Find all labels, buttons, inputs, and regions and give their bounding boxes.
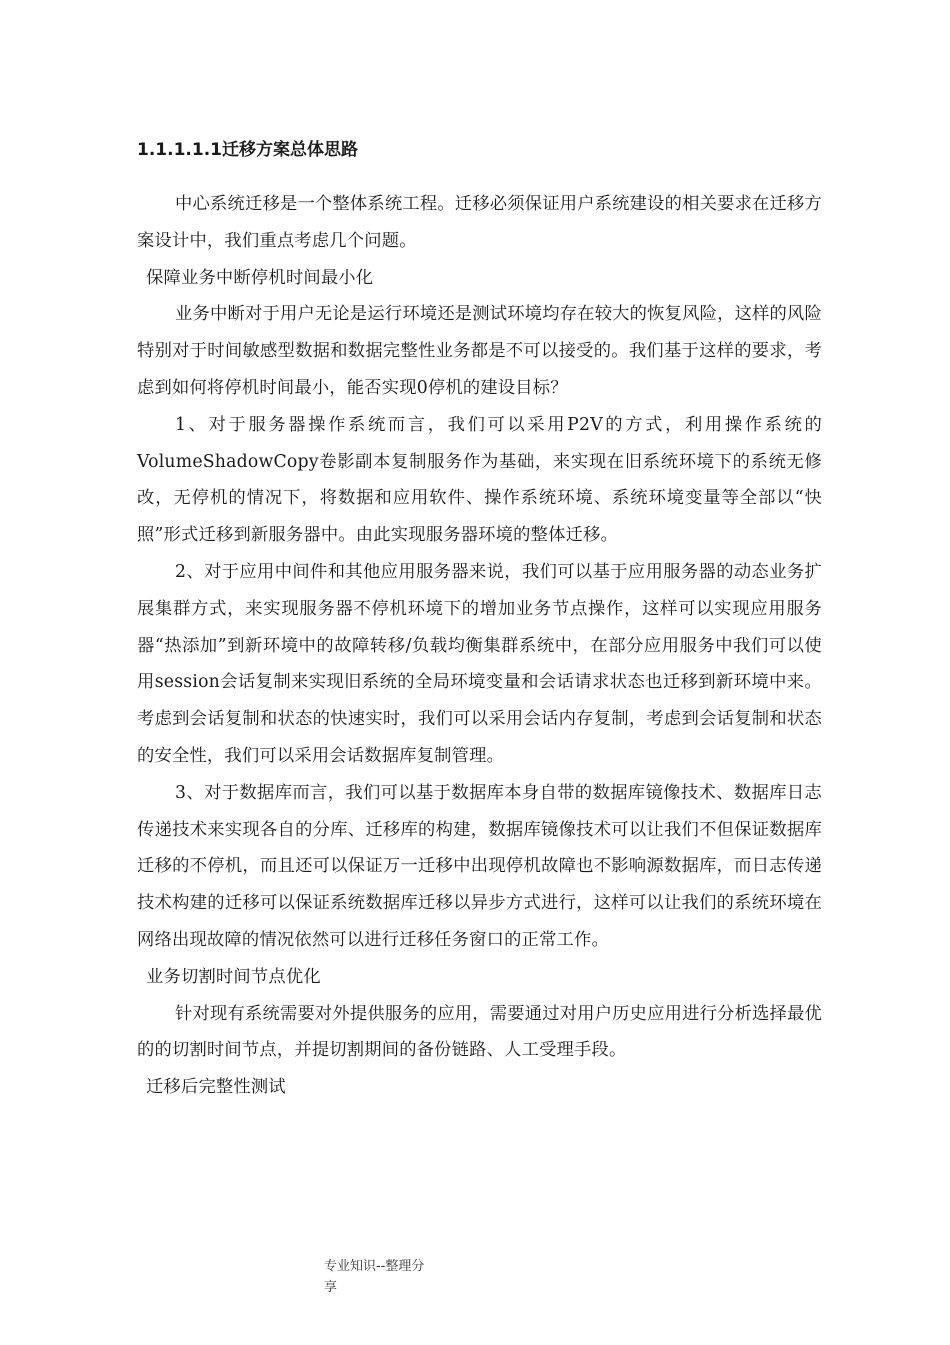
paragraph-downtime-risk: 业务中断对于用户无论是运行环境还是测试环境均存在较大的恢复风险，这样的风险特别对于时间敏感型数据和数据完整性业务都是不可以接受的。我们基于这样的要求，考虑到如何将停机时间最小，能否实现0停机的建设目标？ bbox=[137, 304, 822, 398]
footer-line-1: 专业知识--整理分 bbox=[324, 1259, 425, 1274]
footer-line-2: 享 bbox=[324, 1280, 338, 1295]
intro-paragraph: 中心系统迁移是一个整体系统工程。迁移必须保证用户系统建设的相关要求在迁移方案设计中，我们重点考虑几个问题。 bbox=[137, 194, 822, 251]
heading-title: 迁移方案总体思路 bbox=[221, 140, 358, 160]
heading-number: 1.1.1.1.1 bbox=[137, 140, 222, 160]
section-heading bbox=[137, 132, 822, 168]
document-page bbox=[137, 132, 822, 1106]
paragraph-server-os: 1、对于服务器操作系统而言，我们可以采用P2V的方式，利用操作系统的VolumeShadowCopy卷影副本复制服务作为基础，来实现在旧系统环境下的系统无修改，无停机的情况下，将数据和应用软件、操作系统环境、系统环境变量等全部以“快照”形式迁移到新服务器中。由此实现服务器环境的整体迁移。 bbox=[137, 414, 822, 546]
paragraph-middleware: 2、对于应用中间件和其他应用服务器来说，我们可以基于应用服务器的动态业务扩展集群方式，来实现服务器不停机环境下的增加业务节点操作，这样可以实现应用服务器“热添加”到新环境中的故障转移/负载均衡集群系统中，在部分应用服务中我们可以使用session会话复制来实现旧系统的全局环境变量和会话请求状态也迁移到新环境中来。考虑到会话复制和状态的快速实时，我们可以采用会话内存复制，考虑到会话复制和状态的安全性，我们可以采用会话数据库复制管理。 bbox=[137, 561, 822, 766]
paragraph-cutover: 针对现有系统需要对外提供服务的应用，需要通过对用户历史应用进行分析选择最优的的切割时间节点，并提切割期间的备份链路、人工受理手段。 bbox=[137, 1003, 822, 1061]
subsection-title-cutover: 业务切割时间节点优化 bbox=[146, 966, 321, 987]
subsection-title-downtime: 保障业务中断停机时间最小化 bbox=[146, 267, 374, 288]
subsection-title-integrity-test: 迁移后完整性测试 bbox=[146, 1077, 286, 1098]
page-footer bbox=[324, 1256, 444, 1298]
paragraph-database: 3、对于数据库而言，我们可以基于数据库本身自带的数据库镜像技术、数据库日志传递技术来实现各自的分库、迁移库的构建，数据库镜像技术可以让我们不但保证数据库迁移的不停机，而且还可以保证万一迁移中出现停机故障也不影响源数据库，而日志传递技术构建的迁移可以保证系统数据库迁移以异步方式进行，这样可以让我们的系统环境在网络出现故障的情况依然可以进行迁移任务窗口的正常工作。 bbox=[137, 782, 822, 950]
